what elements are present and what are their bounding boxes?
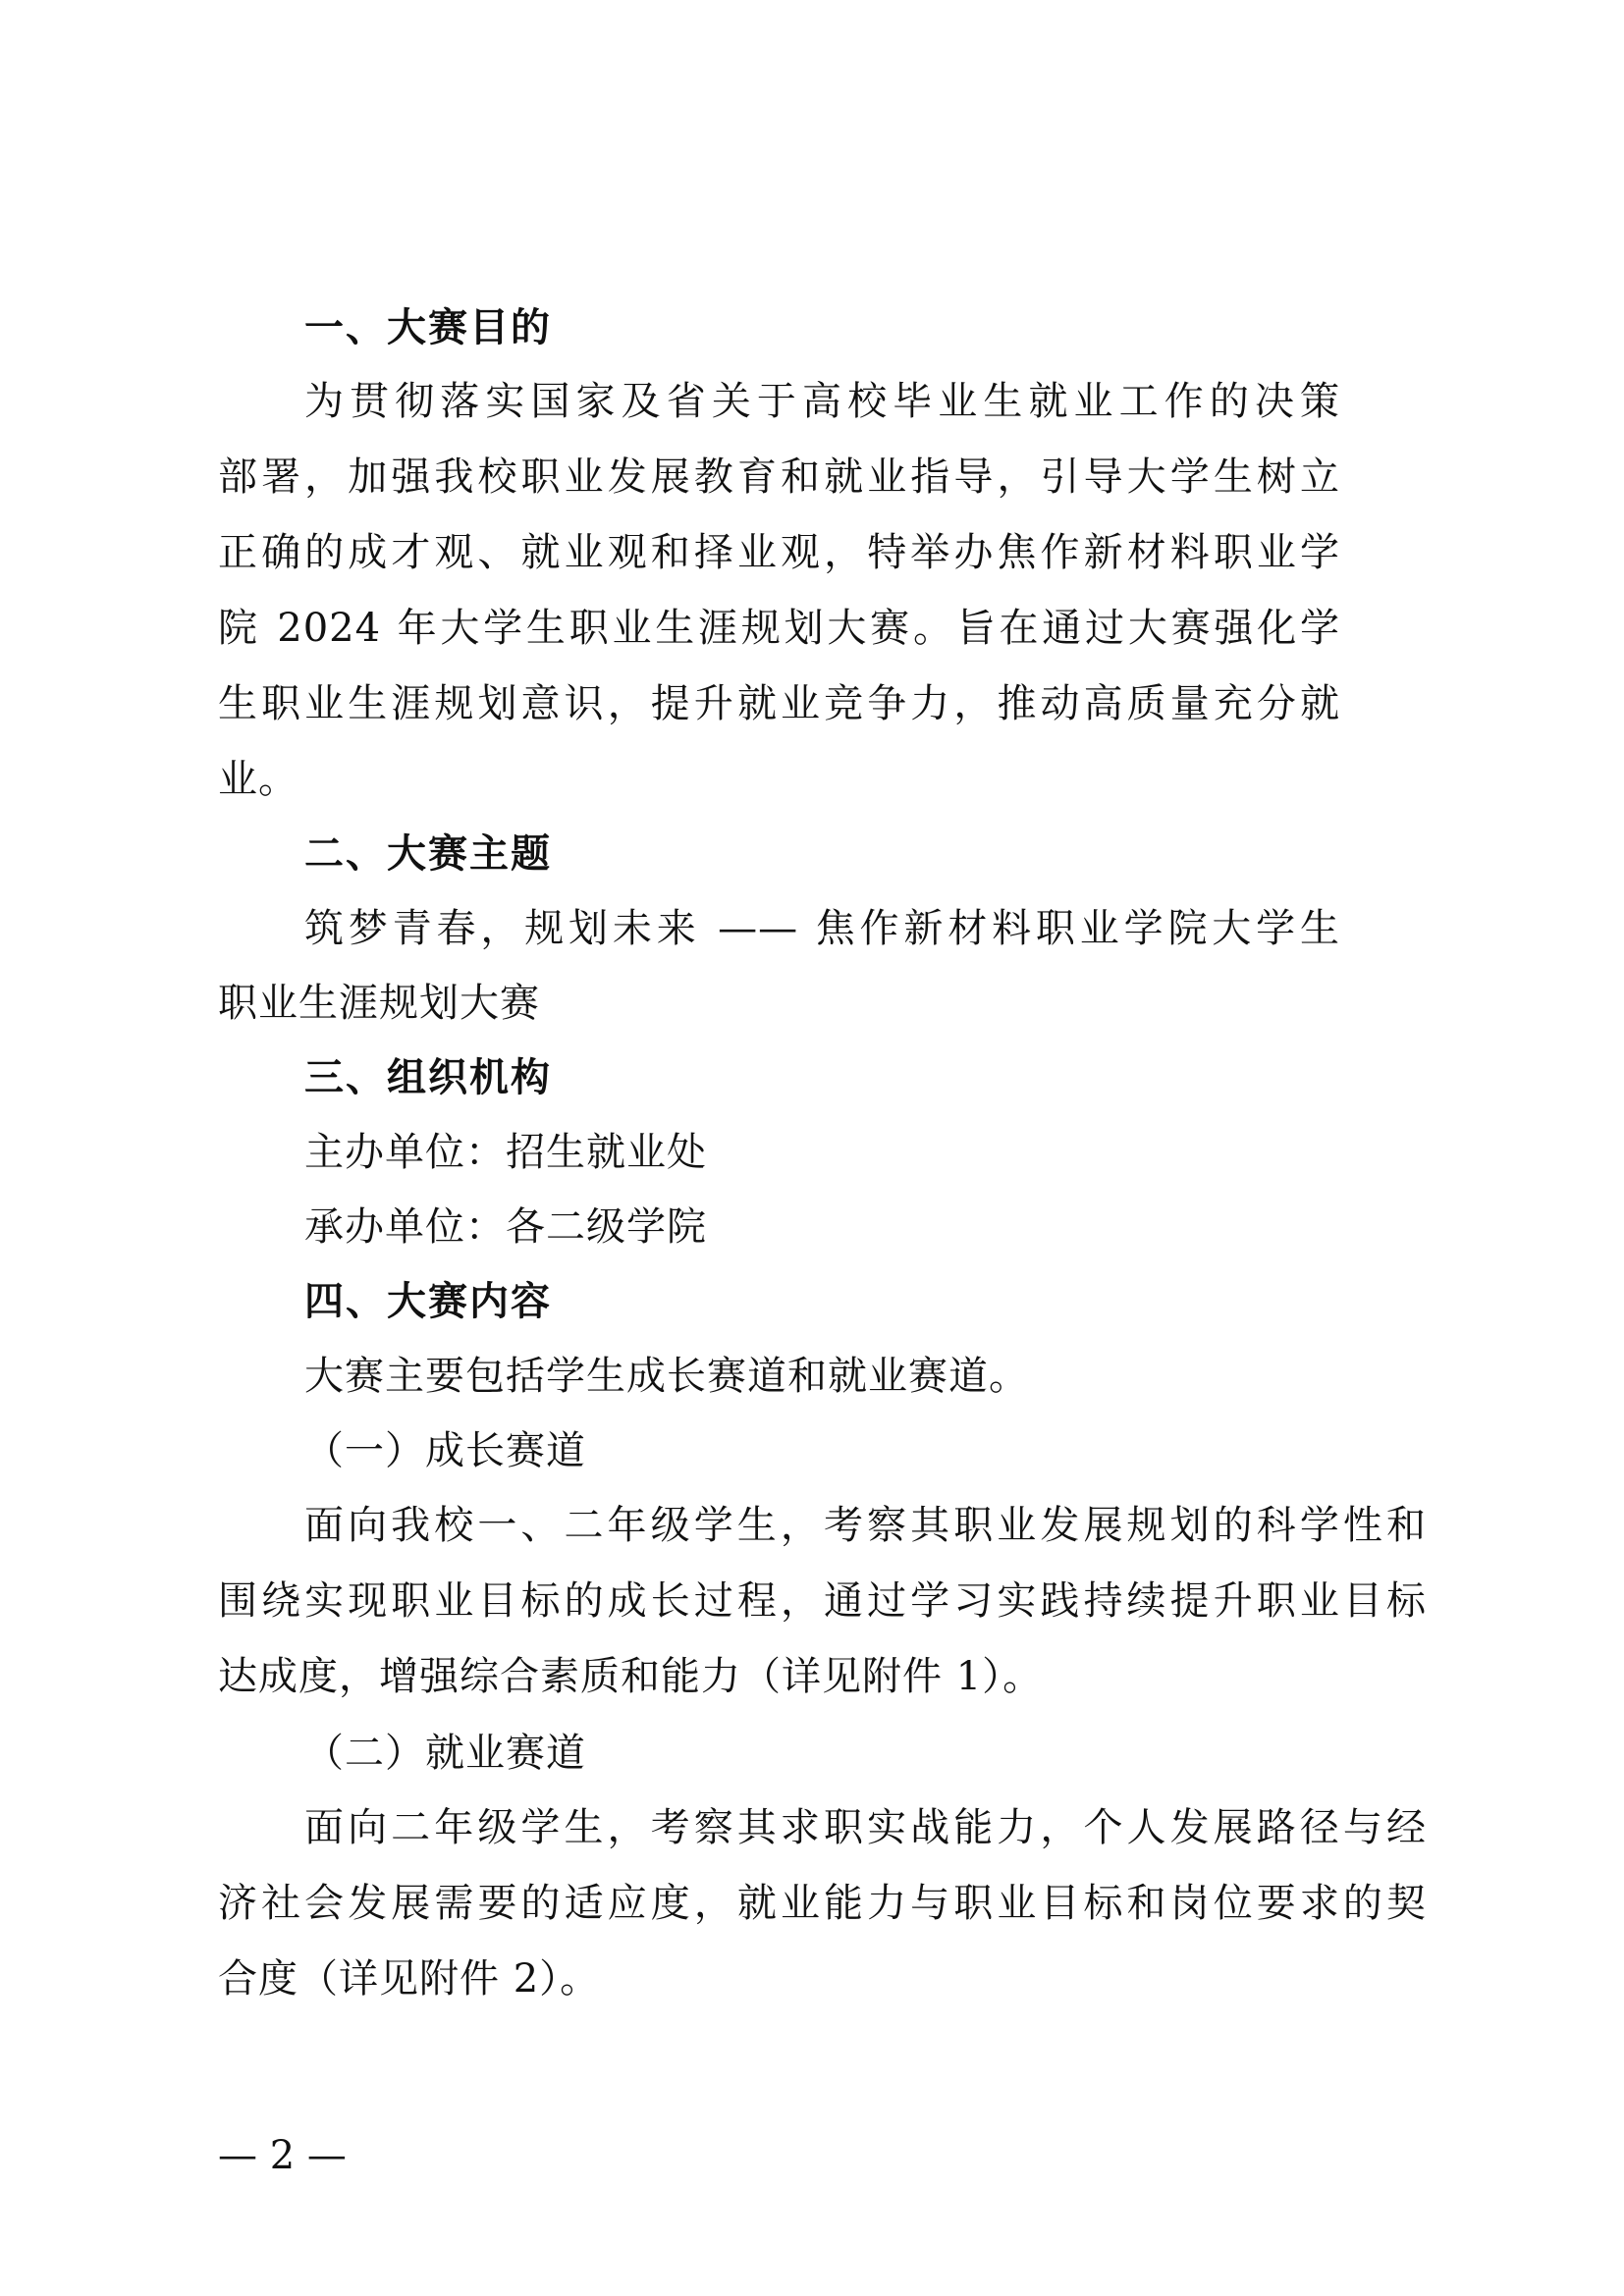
- paragraph-line: 济社会发展需要的适应度，就业能力与职业目标和岗位要求的契: [218, 1881, 1427, 1926]
- organizer-line: 主办单位：招生就业处: [304, 1130, 707, 1175]
- paragraph-line: 院 2024 年大学生职业生涯规划大赛。旨在通过大赛强化学: [218, 606, 1340, 651]
- content-intro: 大赛主要包括学生成长赛道和就业赛道。: [304, 1354, 1029, 1399]
- section-heading-theme: 二、大赛主题: [304, 831, 552, 877]
- paragraph-line: 正确的成才观、就业观和择业观，特举办焦作新材料职业学: [218, 530, 1340, 575]
- paragraph-line: 部署，加强我校职业发展教育和就业指导，引导大学生树立: [218, 454, 1340, 500]
- paragraph-line: 面向二年级学生，考察其求职实战能力，个人发展路径与经: [304, 1805, 1427, 1850]
- section-heading-purpose: 一、大赛目的: [304, 305, 552, 350]
- paragraph-line: 业。: [218, 757, 298, 802]
- paragraph-line: 为贯彻落实国家及省关于高校毕业生就业工作的决策: [304, 379, 1340, 424]
- page-number: — 2 —: [218, 2133, 347, 2178]
- paragraph-line: 围绕实现职业目标的成长过程，通过学习实践持续提升职业目标: [218, 1578, 1427, 1624]
- co-organizer-line: 承办单位：各二级学院: [304, 1204, 707, 1250]
- theme-line: 职业生涯规划大赛: [218, 981, 540, 1026]
- track-title-employment: （二）就业赛道: [304, 1731, 586, 1776]
- section-heading-content: 四、大赛内容: [304, 1279, 552, 1324]
- paragraph-line: 面向我校一、二年级学生，考察其职业发展规划的科学性和: [304, 1503, 1427, 1548]
- paragraph-line: 生职业生涯规划意识，提升就业竞争力，推动高质量充分就: [218, 681, 1340, 726]
- paragraph-line: 达成度，增强综合素质和能力（详见附件 1）。: [218, 1654, 1044, 1699]
- theme-line: 筑梦青春，规划未来 —— 焦作新材料职业学院大学生: [304, 906, 1340, 951]
- paragraph-line: 合度（详见附件 2）。: [218, 1956, 601, 2002]
- track-title-growth: （一）成长赛道: [304, 1428, 586, 1473]
- section-heading-organization: 三、组织机构: [304, 1055, 552, 1100]
